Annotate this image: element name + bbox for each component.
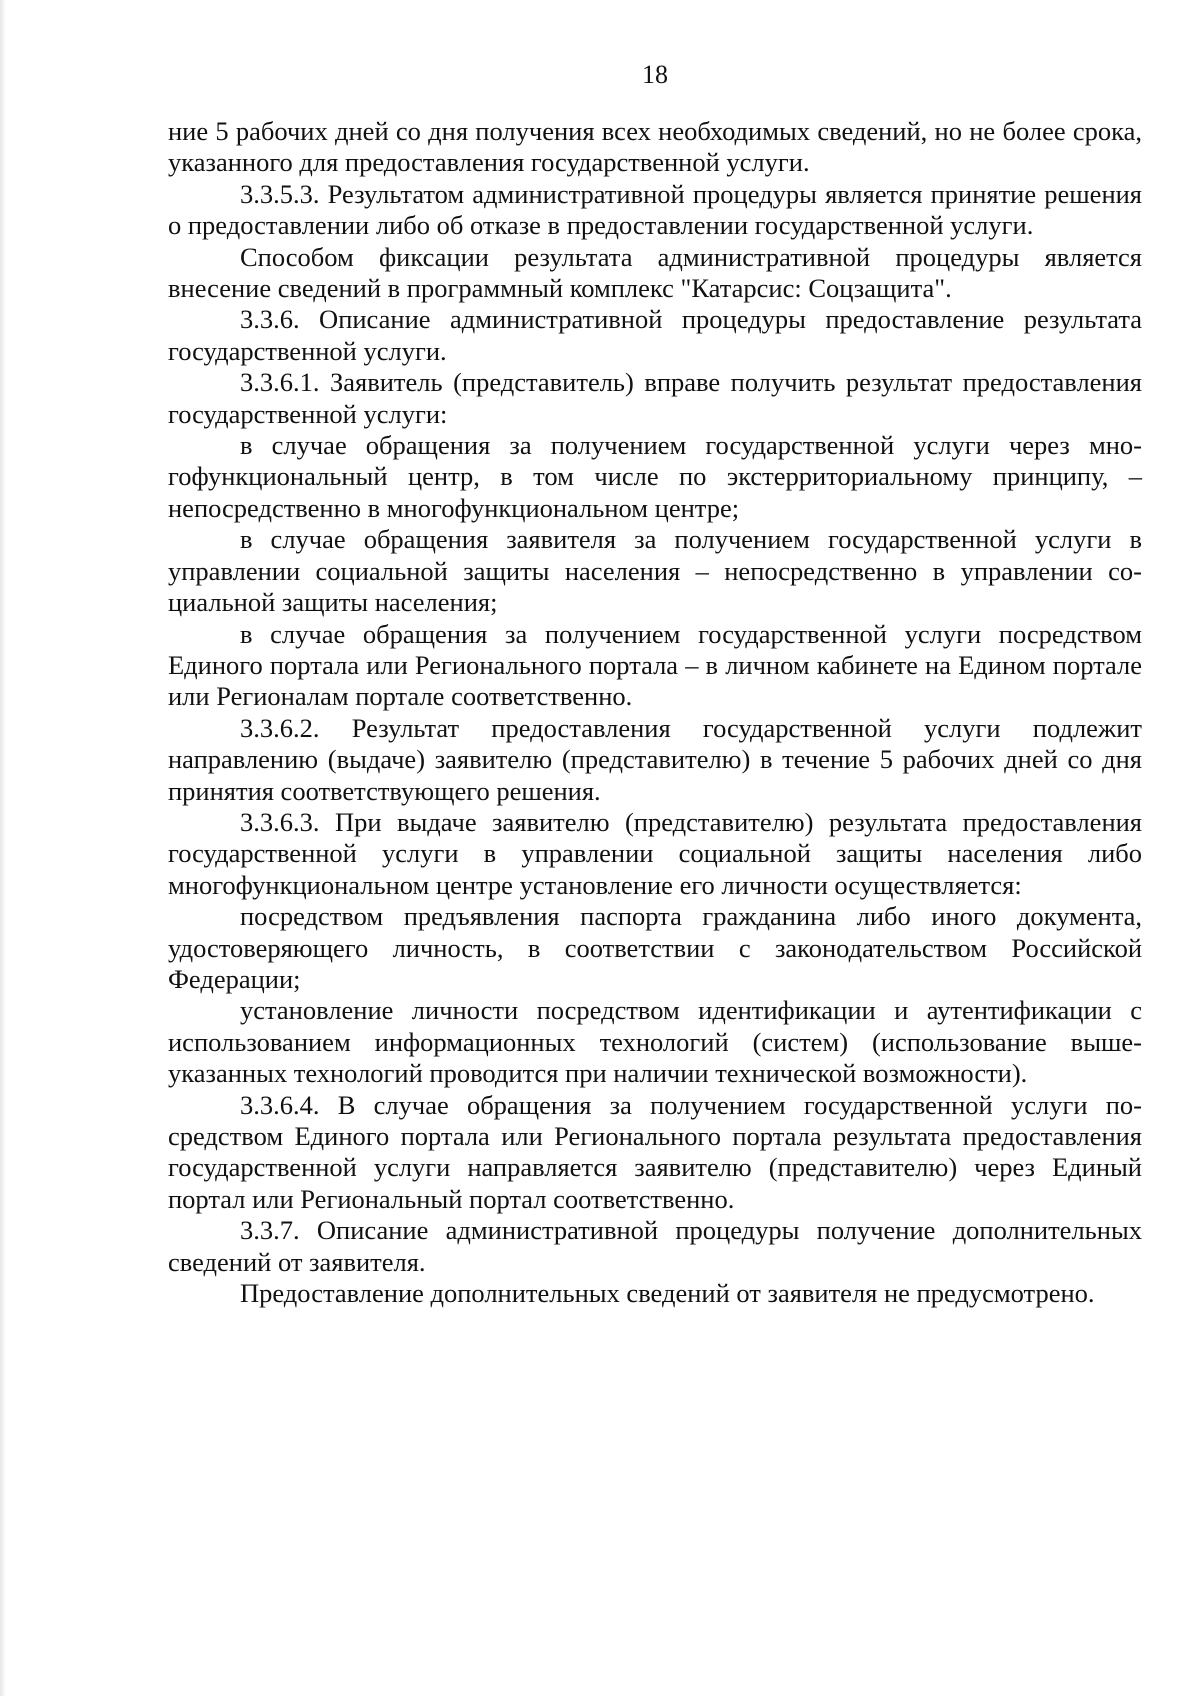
paragraph-fixation-method: Способом фиксации результата административной процедуры является внесение сведений в программный комплекс "Катарсис: Соцзащита".	[168, 241, 1142, 304]
scan-edge-shadow	[0, 0, 6, 1696]
paragraph-3-3-6-4: 3.3.6.4. В случае обращения за получением государственной услуги посредством Единого портала или Регионального портала результата предоставления государственной услуги направляется заявителю (представителю) через Единый портал или Региональный портал соответственно.	[168, 1089, 1142, 1214]
paragraph-3-3-6: 3.3.6. Описание административной процедуры предоставление результата государственной услуги.	[168, 304, 1142, 366]
paragraph-no-additional-info: Предоставление дополнительных сведений от заявителя не предусмотрено.	[240, 1278, 1095, 1309]
page-number: 18	[642, 60, 668, 89]
paragraph-identification: установление личности посредством идентификации и аутентификации с использованием информационных технологий (систем) (использование вышеуказанных технологий проводится при наличии технической возможности).	[168, 995, 1142, 1089]
paragraph-mfc-case: в случае обращения за получением государственной услуги через многофункциональный центр, в том числе по экстерриториальному принципу, – непосредственно в многофункциональном центре;	[168, 430, 1142, 523]
document-body	[168, 116, 1142, 1309]
paragraph-continuation: ние 5 рабочих дней со дня получения всех необходимых сведений, но не более срока, указанного для предоставления государственной услуги.	[168, 116, 1142, 178]
paragraph-portal-case: в случае обращения за получением государственной услуги посредством Единого портала или Регионального портала – в личном кабинете на Едином портале или Регионалам портале соответственно.	[168, 618, 1142, 712]
paragraph-3-3-6-2: 3.3.6.2. Результат предоставления государственной услуги подлежит направлению (выдаче) заявителю (представителю) в течение 5 рабочих дней со дня принятия соответствующего решения.	[168, 712, 1142, 806]
paragraph-3-3-6-3: 3.3.6.3. При выдаче заявителю (представителю) результата предоставления государственной услуги в управлении социальной защиты населения либо многофункциональном центре установление его личности осуществляется:	[168, 806, 1142, 900]
paragraph-3-3-7: 3.3.7. Описание административной процедуры получение дополнительных сведений от заявителя.	[168, 1215, 1142, 1277]
paragraph-3-3-6-1: 3.3.6.1. Заявитель (представитель) вправе получить результат предоставления государственной услуги:	[168, 367, 1142, 429]
paragraph-social-protection-case: в случае обращения заявителя за получением государственной услуги в управлении социальной защиты населения – непосредственно в управлении социальной защиты населения;	[168, 524, 1142, 618]
paragraph-passport: посредством предъявления паспорта гражданина либо иного документа, удостоверяющего личность, в соответствии с законодательством Российской Федерации;	[168, 901, 1142, 994]
paragraph-3-3-5-3: 3.3.5.3. Результатом административной процедуры является принятие решения о предоставлении либо об отказе в предоставлении государственной услуги.	[168, 178, 1142, 241]
